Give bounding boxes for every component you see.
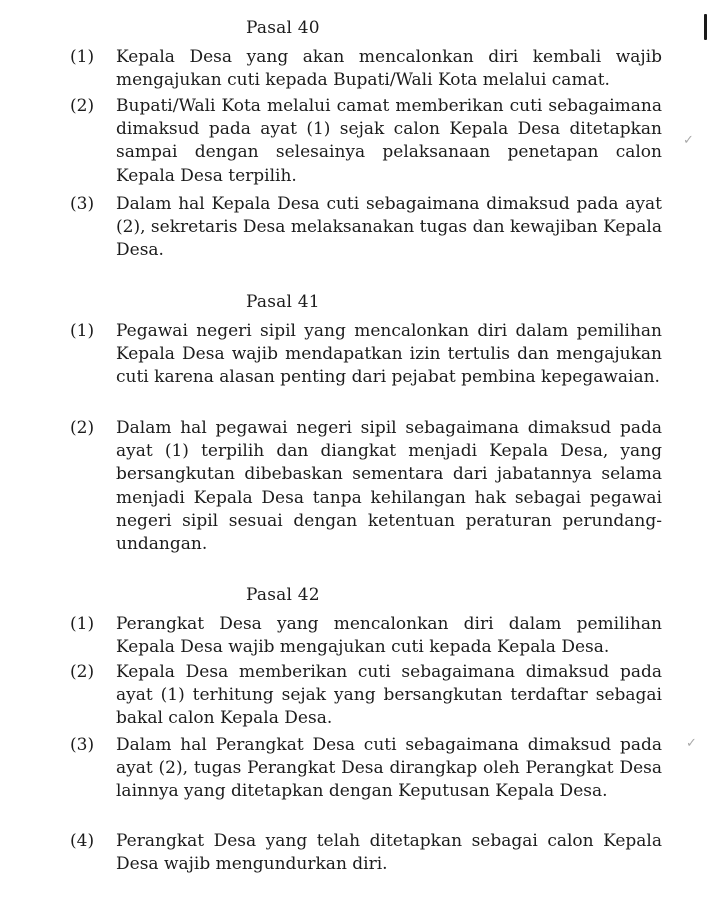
- ayat-text: Dalam hal Perangkat Desa cuti sebagaimana dimaksud pada ayat (2), tugas Perangkat Desa dirangkap oleh Perangkat Desa lainnya yang ditetapkan dengan Keputusan Kepala Desa.: [116, 735, 662, 802]
- ayat-number: (4): [70, 831, 95, 851]
- ayat-number: (2): [70, 418, 95, 438]
- ayat-number: (3): [70, 735, 95, 755]
- ayat-number: (1): [70, 47, 95, 67]
- ayat-number: (3): [70, 194, 95, 214]
- ayat-text: Dalam hal pegawai negeri sipil sebagaimana dimaksud pada ayat (1) terpilih dan diangkat menjadi Kepala Desa, yang bersangkutan dibebaskan sementara dari jabatannya selama menjadi Kepala Desa tanpa kehilangan hak sebagai pegawai negeri sipil sesuai dengan ketentuan peraturan perundang-undangan.: [116, 418, 662, 555]
- ayat-number: (2): [70, 96, 95, 116]
- ayat-number: (1): [70, 614, 95, 634]
- ayat-number: (2): [70, 662, 95, 682]
- check-mark-icon: ✓: [683, 133, 694, 148]
- check-mark-icon: ✓: [686, 736, 697, 751]
- ayat-text: Kepala Desa yang akan mencalonkan diri kembali wajib mengajukan cuti kepada Bupati/Wali Kota melalui camat.: [116, 47, 662, 91]
- pasal-42-heading: Pasal 42: [246, 585, 320, 605]
- ayat-text: Dalam hal Kepala Desa cuti sebagaimana dimaksud pada ayat (2), sekretaris Desa melaksanakan tugas dan kewajiban Kepala Desa.: [116, 194, 662, 261]
- ayat-text: Bupati/Wali Kota melalui camat memberikan cuti sebagaimana dimaksud pada ayat (1) sejak calon Kepala Desa ditetapkan sampai dengan selesainya pelaksanaan penetapan calon Kepala Desa terpilih.: [116, 96, 662, 186]
- ayat-text: Pegawai negeri sipil yang mencalonkan diri dalam pemilihan Kepala Desa wajib mendapatkan izin tertulis dan mengajukan cuti karena alasan penting dari pejabat pembina kepegawaian.: [116, 321, 662, 388]
- ayat-number: (1): [70, 321, 95, 341]
- pasal-41-heading: Pasal 41: [246, 292, 320, 312]
- ayat-text: Perangkat Desa yang telah ditetapkan sebagai calon Kepala Desa wajib mengundurkan diri.: [116, 831, 662, 875]
- pasal-40-heading: Pasal 40: [246, 18, 320, 38]
- ayat-text: Perangkat Desa yang mencalonkan diri dalam pemilihan Kepala Desa wajib mengajukan cuti kepada Kepala Desa.: [116, 614, 662, 658]
- ayat-text: Kepala Desa memberikan cuti sebagaimana dimaksud pada ayat (1) terhitung sejak yang bersangkutan terdaftar sebagai bakal calon Kepala Desa.: [116, 662, 662, 729]
